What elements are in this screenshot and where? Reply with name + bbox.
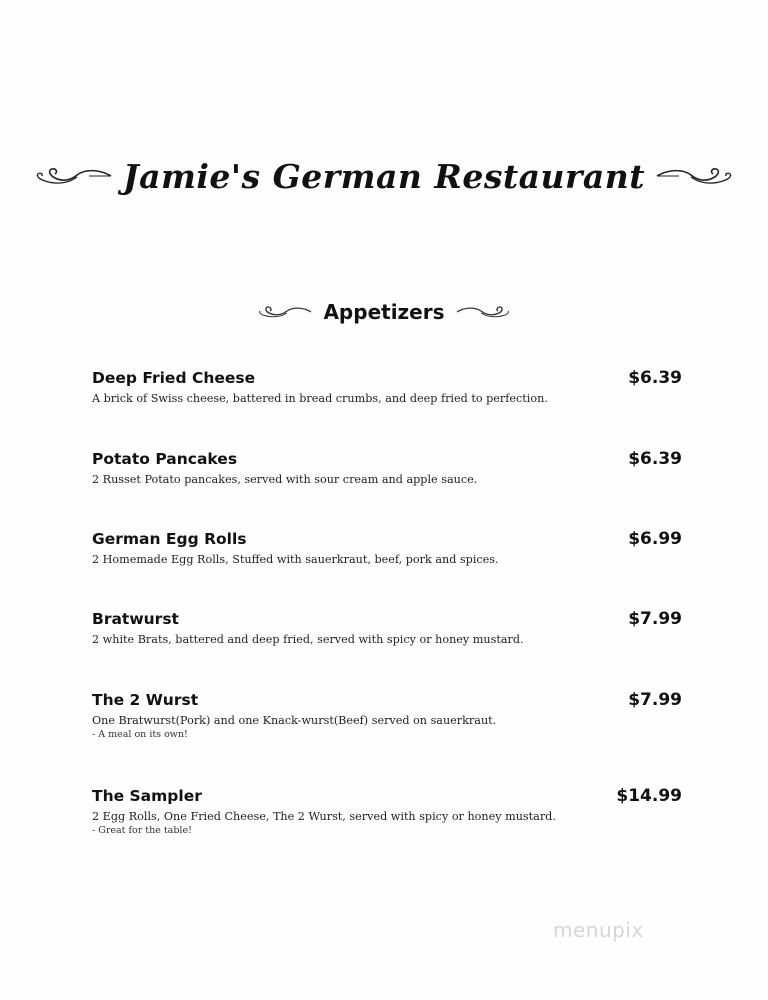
item-note: - A meal on its own! <box>92 729 188 740</box>
item-price: $7.99 <box>628 609 682 629</box>
menu-item <box>92 690 682 740</box>
item-name: The 2 Wurst <box>92 691 199 709</box>
menu-item <box>92 368 682 405</box>
menu-item <box>92 529 682 566</box>
item-description: 2 white Brats, battered and deep fried, served with spicy or honey mustard. <box>92 633 524 646</box>
item-price: $6.99 <box>628 529 682 549</box>
item-name: The Sampler <box>92 787 202 805</box>
item-name: German Egg Rolls <box>92 530 247 548</box>
menu-item <box>92 609 682 646</box>
item-name: Deep Fried Cheese <box>92 369 256 387</box>
item-price: $6.39 <box>628 368 682 388</box>
section-right-flourish-icon <box>455 301 511 323</box>
section-header <box>0 294 768 330</box>
item-name: Potato Pancakes <box>92 450 238 468</box>
item-description: One Bratwurst(Pork) and one Knack-wurst(Beef) served on sauerkraut. <box>92 714 497 727</box>
section-left-flourish-icon <box>257 301 313 323</box>
menu-item <box>92 449 682 486</box>
watermark: menupix <box>553 918 644 942</box>
restaurant-name: Jamie's German Restaurant <box>122 156 646 196</box>
menu-item <box>92 786 682 836</box>
item-description: 2 Homemade Egg Rolls, Stuffed with sauerkraut, beef, pork and spices. <box>92 553 499 566</box>
item-description: 2 Egg Rolls, One Fried Cheese, The 2 Wurst, served with spicy or honey mustard. <box>92 810 556 823</box>
item-price: $7.99 <box>628 690 682 710</box>
item-price: $14.99 <box>616 786 682 806</box>
item-name: Bratwurst <box>92 610 179 628</box>
item-description: 2 Russet Potato pancakes, served with sour cream and apple sauce. <box>92 473 478 486</box>
item-price: $6.39 <box>628 449 682 469</box>
restaurant-header <box>0 148 768 204</box>
right-flourish-icon <box>655 161 735 191</box>
section-title: Appetizers <box>323 300 445 324</box>
item-description: A brick of Swiss cheese, battered in bread crumbs, and deep fried to perfection. <box>92 392 548 405</box>
item-note: - Great for the table! <box>92 825 192 836</box>
left-flourish-icon <box>33 161 113 191</box>
